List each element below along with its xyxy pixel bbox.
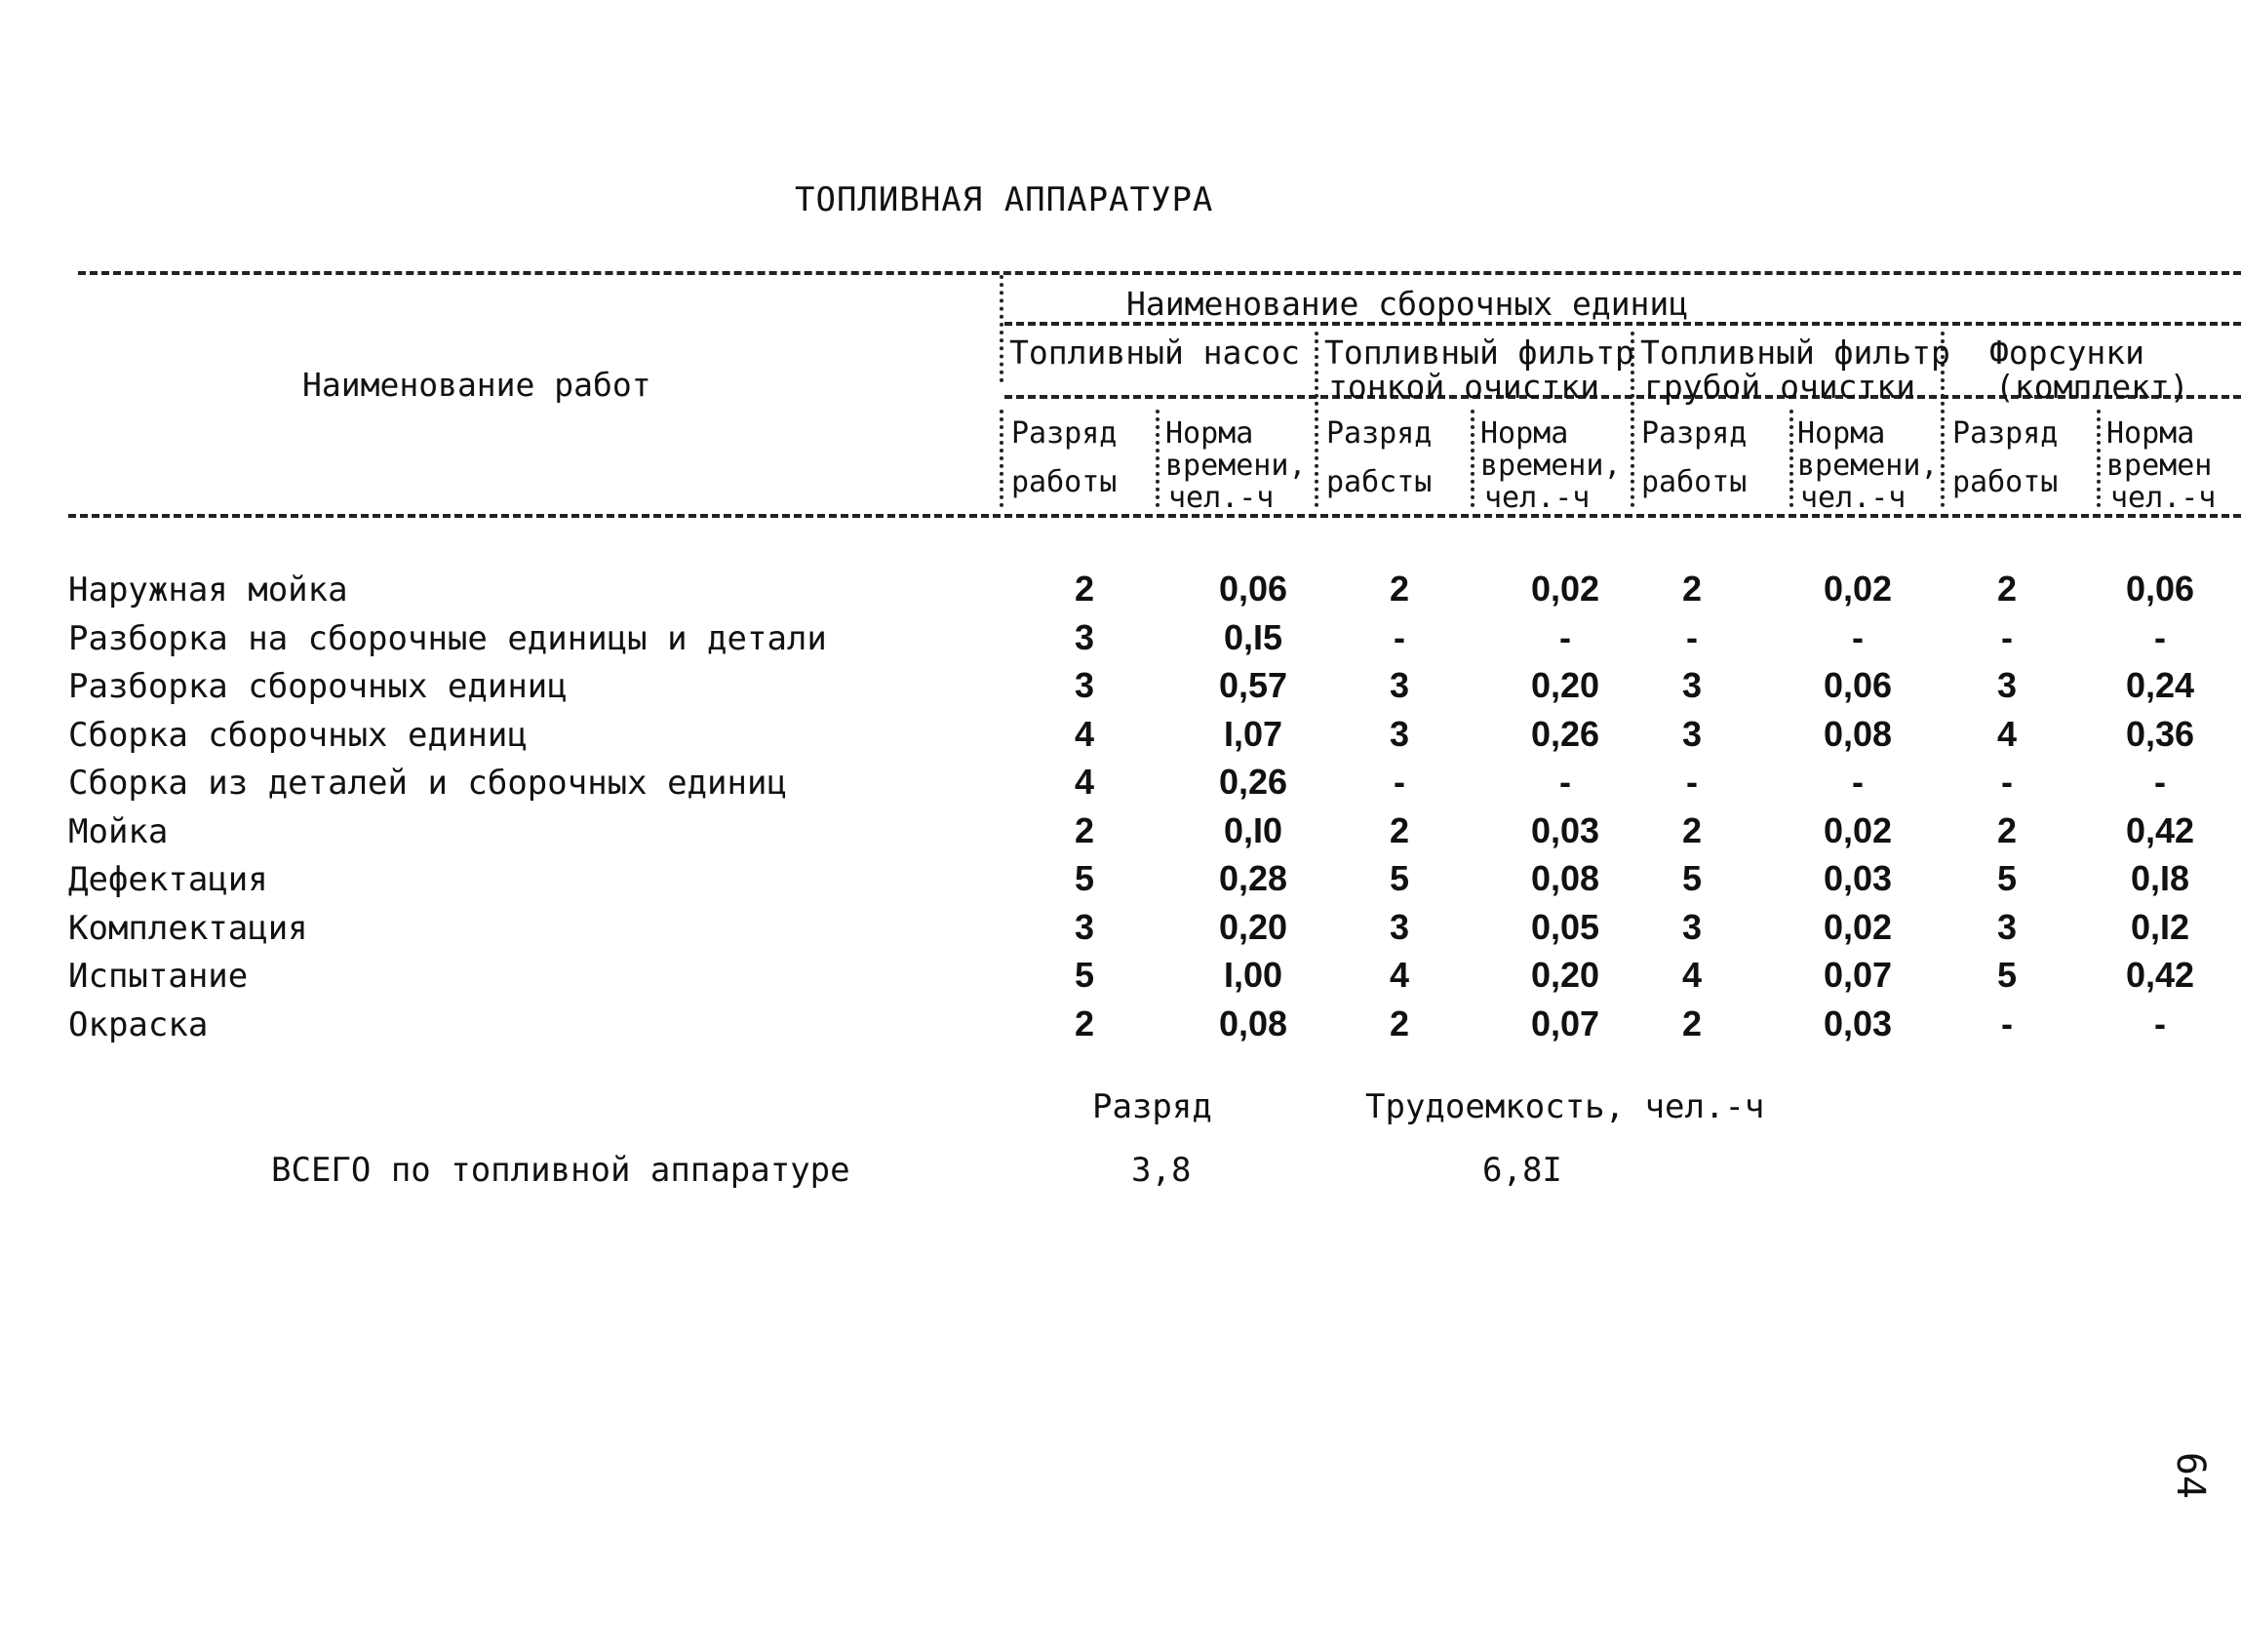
- rank-cell: 5: [1074, 858, 1095, 898]
- rank-cell: 5: [1996, 858, 2018, 898]
- rank-cell: 2: [1389, 810, 1410, 850]
- rank-cell: 2: [1681, 810, 1703, 850]
- header-bottom-rule: [68, 514, 2241, 518]
- rank-cell: 2: [1389, 1003, 1410, 1043]
- norm-cell: 0,36: [2125, 714, 2195, 754]
- norm-header: времен: [2106, 449, 2213, 483]
- unit-header-coarse-filter: Топливный фильтр: [1640, 334, 1950, 372]
- norm-cell: 0,05: [1530, 907, 1600, 947]
- rank-cell: 2: [1074, 810, 1095, 850]
- rank-header: Разряд: [1011, 416, 1118, 451]
- norm-cell: 0,06: [1823, 665, 1893, 705]
- norm-cell: 0,03: [1823, 1003, 1893, 1043]
- norm-cell: 0,42: [2125, 955, 2195, 995]
- rank-cell: 2: [1681, 1003, 1703, 1043]
- norm-header: чел.-ч: [1800, 481, 1907, 515]
- unit-header-coarse-filter-sub: грубой очистки: [1644, 368, 1916, 406]
- norm-cell: I,00: [1223, 955, 1283, 995]
- group-header: Наименование сборочных единиц: [1126, 285, 1689, 323]
- rank-cell: 3: [1074, 617, 1095, 657]
- norm-cell: 0,02: [1823, 569, 1893, 609]
- totals-labor-header: Трудоемкость, чел.-ч: [1365, 1087, 1765, 1126]
- rank-cell: 3: [1681, 665, 1703, 705]
- rank-cell: 3: [1681, 714, 1703, 754]
- rank-cell: 2: [1389, 569, 1410, 609]
- rank-cell: 2: [1996, 569, 2018, 609]
- totals-rank-header: Разряд: [1092, 1087, 1212, 1126]
- unit-header-injectors-sub: (комплект): [1995, 368, 2189, 406]
- norm-header: времени,: [1165, 449, 1307, 483]
- row-label: Разборка сборочных единиц: [68, 667, 568, 706]
- norm-cell: 0,07: [1530, 1003, 1600, 1043]
- norm-cell: 0,26: [1530, 714, 1600, 754]
- work-name-header: Наименование работ: [302, 366, 651, 404]
- norm-cell: 0,06: [1218, 569, 1288, 609]
- rank-header: Разряд: [1641, 416, 1748, 451]
- row-label: Сборка из деталей и сборочных единиц: [68, 764, 787, 803]
- row-label: Сборка сборочных единиц: [68, 716, 528, 755]
- separator: [1000, 275, 1003, 382]
- header-top-rule: [78, 271, 2241, 275]
- norm-cell: 0,24: [2125, 665, 2195, 705]
- norm-header: времени,: [1797, 449, 1939, 483]
- norm-cell: 0,I0: [1223, 810, 1283, 850]
- norm-cell: 0,20: [1218, 907, 1288, 947]
- rank-cell: 4: [1681, 955, 1703, 995]
- norm-header: Норма: [2106, 416, 2195, 451]
- norm-cell: 0,08: [1530, 858, 1600, 898]
- unit-header-fine-filter: Топливный фильтр: [1324, 334, 1634, 372]
- norm-header: чел.-ч: [1168, 481, 1275, 515]
- rank-cell: -: [1686, 617, 1698, 657]
- rank-header: Разряд: [1326, 416, 1433, 451]
- rank-cell: -: [2001, 1003, 2013, 1043]
- rank-cell: -: [1686, 762, 1698, 802]
- rank-cell: 3: [1389, 714, 1410, 754]
- norm-cell: 0,07: [1823, 955, 1893, 995]
- norm-cell: 0,57: [1218, 665, 1288, 705]
- norm-cell: 0,03: [1530, 810, 1600, 850]
- rank-cell: -: [2001, 617, 2013, 657]
- row-label: Мойка: [68, 812, 169, 851]
- separator: [2097, 410, 2101, 507]
- rank-cell: 3: [1389, 907, 1410, 947]
- rank-cell: 4: [1074, 714, 1095, 754]
- rank-cell: 3: [1681, 907, 1703, 947]
- norm-cell: 0,02: [1823, 907, 1893, 947]
- unit-header-fine-filter-sub: тонкой очистки: [1328, 368, 1600, 406]
- norm-cell: -: [2154, 762, 2166, 802]
- rank-cell: 3: [1996, 907, 2018, 947]
- norm-cell: 0,I5: [1223, 617, 1283, 657]
- norm-cell: 0,28: [1218, 858, 1288, 898]
- norm-cell: -: [1559, 617, 1571, 657]
- row-label: Окраска: [68, 1005, 209, 1044]
- rank-cell: 2: [1681, 569, 1703, 609]
- page-number: 64: [2167, 1451, 2213, 1500]
- totals-labor-value: 6,8I: [1482, 1151, 1562, 1190]
- separator: [1471, 410, 1474, 507]
- norm-cell: -: [1559, 762, 1571, 802]
- norm-cell: 0,08: [1218, 1003, 1288, 1043]
- rank-cell: 2: [1074, 1003, 1095, 1043]
- norm-cell: 0,I8: [2130, 858, 2190, 898]
- norm-header: чел.-ч: [2110, 481, 2217, 515]
- rank-header: работы: [1641, 465, 1748, 499]
- norm-cell: -: [1852, 617, 1864, 657]
- rank-cell: -: [1394, 762, 1405, 802]
- norm-header: Норма: [1165, 416, 1254, 451]
- rank-cell: 2: [1996, 810, 2018, 850]
- page-title: ТОПЛИВНАЯ АППАРАТУРА: [795, 180, 1214, 219]
- rank-cell: 5: [1681, 858, 1703, 898]
- rank-header: рабсты: [1326, 465, 1433, 499]
- separator: [1315, 332, 1318, 507]
- norm-header: времени,: [1480, 449, 1622, 483]
- rank-cell: 5: [1996, 955, 2018, 995]
- norm-cell: 0,06: [2125, 569, 2195, 609]
- rank-cell: 3: [1074, 907, 1095, 947]
- rank-cell: -: [1394, 617, 1405, 657]
- norm-cell: 0,26: [1218, 762, 1288, 802]
- norm-header: Норма: [1480, 416, 1569, 451]
- totals-rank-value: 3,8: [1131, 1151, 1192, 1190]
- rank-header: работы: [1952, 465, 2059, 499]
- norm-cell: -: [2154, 617, 2166, 657]
- unit-header-pump: Топливный насос: [1009, 334, 1301, 372]
- rank-header: работы: [1011, 465, 1118, 499]
- separator: [1156, 410, 1160, 507]
- rank-cell: 5: [1389, 858, 1410, 898]
- rank-cell: 2: [1074, 569, 1095, 609]
- row-label: Разборка на сборочные единицы и детали: [68, 619, 827, 658]
- separator: [1000, 410, 1003, 507]
- totals-label: ВСЕГО по топливной аппаратуре: [271, 1151, 850, 1190]
- norm-cell: 0,20: [1530, 955, 1600, 995]
- norm-header: чел.-ч: [1484, 481, 1591, 515]
- norm-cell: 0,02: [1823, 810, 1893, 850]
- norm-header: Норма: [1797, 416, 1886, 451]
- unit-header-injectors: Форсунки: [1989, 334, 2144, 372]
- norm-cell: 0,02: [1530, 569, 1600, 609]
- row-label: Дефектация: [68, 860, 268, 899]
- rank-cell: 4: [1074, 762, 1095, 802]
- norm-cell: 0,20: [1530, 665, 1600, 705]
- rank-header: Разряд: [1952, 416, 2059, 451]
- norm-cell: -: [2154, 1003, 2166, 1043]
- norm-cell: 0,08: [1823, 714, 1893, 754]
- rank-cell: 4: [1389, 955, 1410, 995]
- rank-cell: 3: [1389, 665, 1410, 705]
- norm-cell: 0,03: [1823, 858, 1893, 898]
- rank-cell: 3: [1996, 665, 2018, 705]
- norm-cell: I,07: [1223, 714, 1283, 754]
- rank-cell: -: [2001, 762, 2013, 802]
- norm-cell: 0,I2: [2130, 907, 2190, 947]
- rank-cell: 3: [1074, 665, 1095, 705]
- norm-cell: -: [1852, 762, 1864, 802]
- rank-cell: 4: [1996, 714, 2018, 754]
- row-label: Испытание: [68, 957, 249, 996]
- row-label: Наружная мойка: [68, 570, 348, 610]
- row-label: Комплектация: [68, 909, 308, 948]
- separator: [1789, 410, 1793, 507]
- rank-cell: 5: [1074, 955, 1095, 995]
- norm-cell: 0,42: [2125, 810, 2195, 850]
